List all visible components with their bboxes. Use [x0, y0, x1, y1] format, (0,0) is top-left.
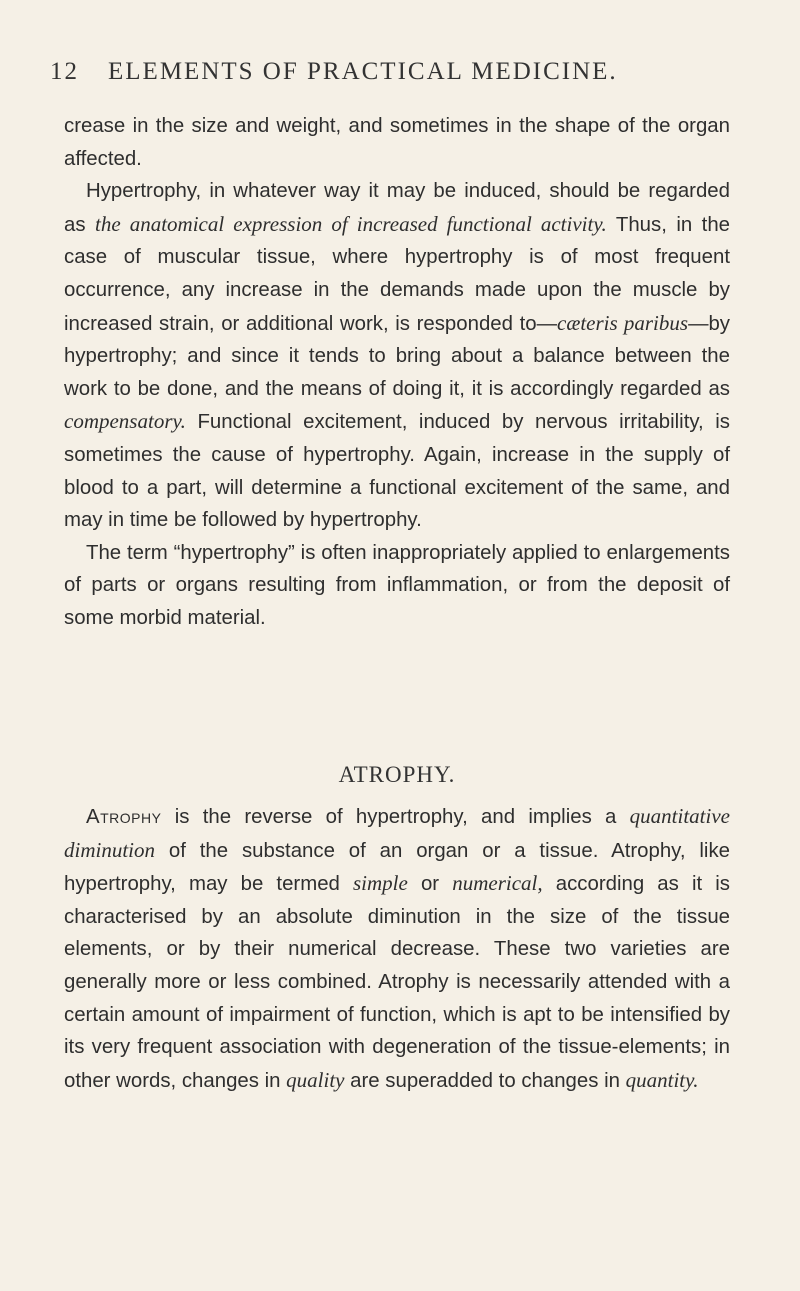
paragraph-continuation — [64, 110, 730, 175]
section-heading-atrophy: ATROPHY. — [338, 762, 456, 787]
text-run: is the reverse of hypertrophy, and implies a — [161, 806, 630, 828]
text-run: crease in the size and weight, and sometimes in the shape of the organ affected. — [64, 115, 730, 170]
text-run: The term “hypertrophy” is often inappropriately applied to enlargements of parts or organs resulting from inflammation, or from the deposit of some morbid material. — [64, 541, 730, 629]
paragraph-hypertrophy-induced — [64, 175, 730, 537]
italic-phrase: the anatomical expression of increased functional activity. — [95, 211, 607, 236]
text-run: —by hypertrophy; and since it tends to bring about a balance between the work to be done, and the means of doing it, it is accordingly regarded as — [64, 312, 730, 400]
text-run: Hypertrophy, in whatever way it may be induced, should be regarded as — [64, 180, 730, 236]
page-number: 12 — [50, 58, 79, 85]
italic-phrase: numerical, — [452, 871, 543, 896]
smallcaps-lead: Atrophy — [86, 806, 162, 828]
italic-phrase: compensatory. — [64, 409, 186, 434]
paragraph-term-hypertrophy — [64, 537, 730, 635]
running-head — [50, 58, 750, 94]
paragraph-atrophy — [64, 800, 730, 1097]
atrophy-text — [64, 800, 730, 1097]
text-run: or — [407, 873, 453, 896]
italic-phrase: cæteris paribus — [557, 310, 689, 335]
text-run: according as it is characterised by an absolute diminution in the size of the tissue elements, or by their numerical decrease. These two varieties are generally more or less combined. Atrophy is necessarily attended with a certain amount of impairment of function, which is apt to be intensified by its very frequent association with degeneration of the tissue-elements; in other words, changes in — [64, 873, 730, 1092]
hypertrophy-text — [64, 110, 730, 635]
italic-phrase: quantitative diminution — [64, 804, 730, 862]
italic-phrase: quantity. — [625, 1067, 699, 1092]
text-run: Thus, in the case of muscular tissue, where hypertrophy is of most frequent occurrence, any increase in the demands made upon the muscle by increased strain, or additional work, is responded to— — [64, 213, 731, 335]
italic-phrase: simple — [353, 871, 408, 896]
running-title: ELEMENTS OF PRACTICAL MEDICINE. — [108, 58, 618, 85]
text-run: are superadded to changes in — [344, 1069, 626, 1092]
text-run: Functional excitement, induced by nervous irritability, is sometimes the cause of hypertrophy. Again, increase in the supply of blood to a part, will determine a functional excitement of the same, and may in time be followed by hypertrophy. — [64, 411, 730, 532]
italic-phrase: quality — [286, 1067, 345, 1092]
text-run: of the substance of an organ or a tissue. Atrophy, like hypertrophy, may be termed — [64, 839, 730, 896]
